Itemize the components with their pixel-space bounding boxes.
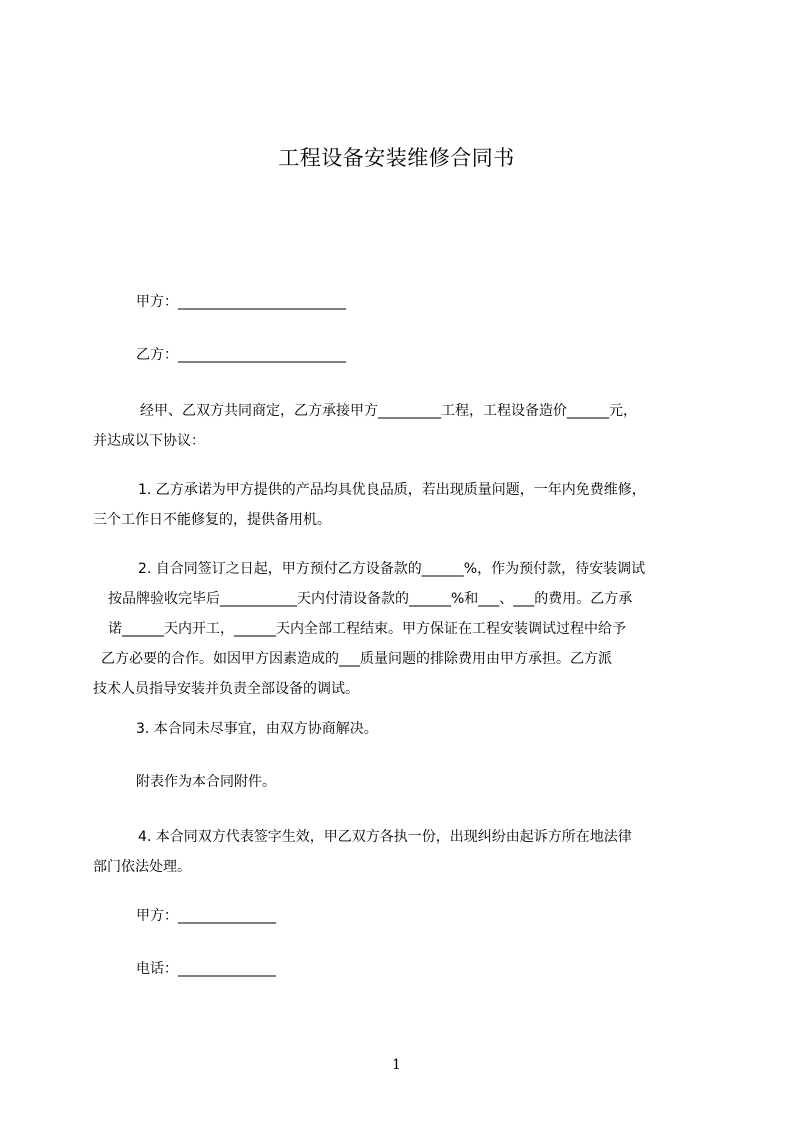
document-title: 工程设备安装维修合同书 (278, 146, 515, 170)
clause-1-line-1: 1. 乙方承诺为甲方提供的产品均具优良品质，若出现质量问题，一年内免费维修， (138, 482, 646, 498)
party-b-line: 乙方：________________________ (136, 347, 346, 363)
signature-party-a-line: 甲方：______________ (136, 908, 276, 924)
clause-4-line-2: 部门依法处理。 (93, 859, 191, 875)
clause-2-line-4: 乙方必要的合作。如因甲方因素造成的___质量问题的排除费用由甲方承担。乙方派 (101, 651, 612, 667)
party-a-line: 甲方：________________________ (136, 294, 346, 310)
attachment-note-line: 附表作为本合同附件。 (136, 774, 276, 790)
intro-line-1: 经甲、乙双方共同商定，乙方承接甲方_________工程，工程设备造价______元， (140, 403, 637, 419)
clause-2-line-2: 按品牌验收完毕后___________天内付清设备款的______%和___、___的费用。乙方承 (108, 591, 633, 607)
clause-1-line-2: 三个工作日不能修复的，提供备用机。 (93, 512, 331, 528)
signature-phone-line: 电话：______________ (136, 961, 276, 977)
page-number: 1 (392, 1057, 401, 1073)
clause-1-paragraph (93, 475, 715, 535)
clause-2-line-5: 技术人员指导安装并负责全部设备的调试。 (93, 681, 359, 697)
intro-line-2: 并达成以下协议： (93, 433, 205, 449)
clause-4-line-1: 4. 本合同双方代表签字生效，甲乙双方各执一份，出现纠纷由起诉方所在地法律 (138, 829, 632, 845)
clause-4-paragraph (93, 822, 715, 882)
intro-paragraph (93, 396, 715, 456)
clause-2-line-1: 2. 自合同签订之日起，甲方预付乙方设备款的______%，作为预付款，待安装调试 (138, 561, 646, 577)
clause-2-line-3: 诺______天内开工，______天内全部工程结束。甲方保证在工程安装调试过程中给予 (108, 621, 626, 637)
clause-2-paragraph (93, 554, 715, 704)
clause-3-line: 3. 本合同未尽事宜，由双方协商解决。 (136, 721, 378, 737)
